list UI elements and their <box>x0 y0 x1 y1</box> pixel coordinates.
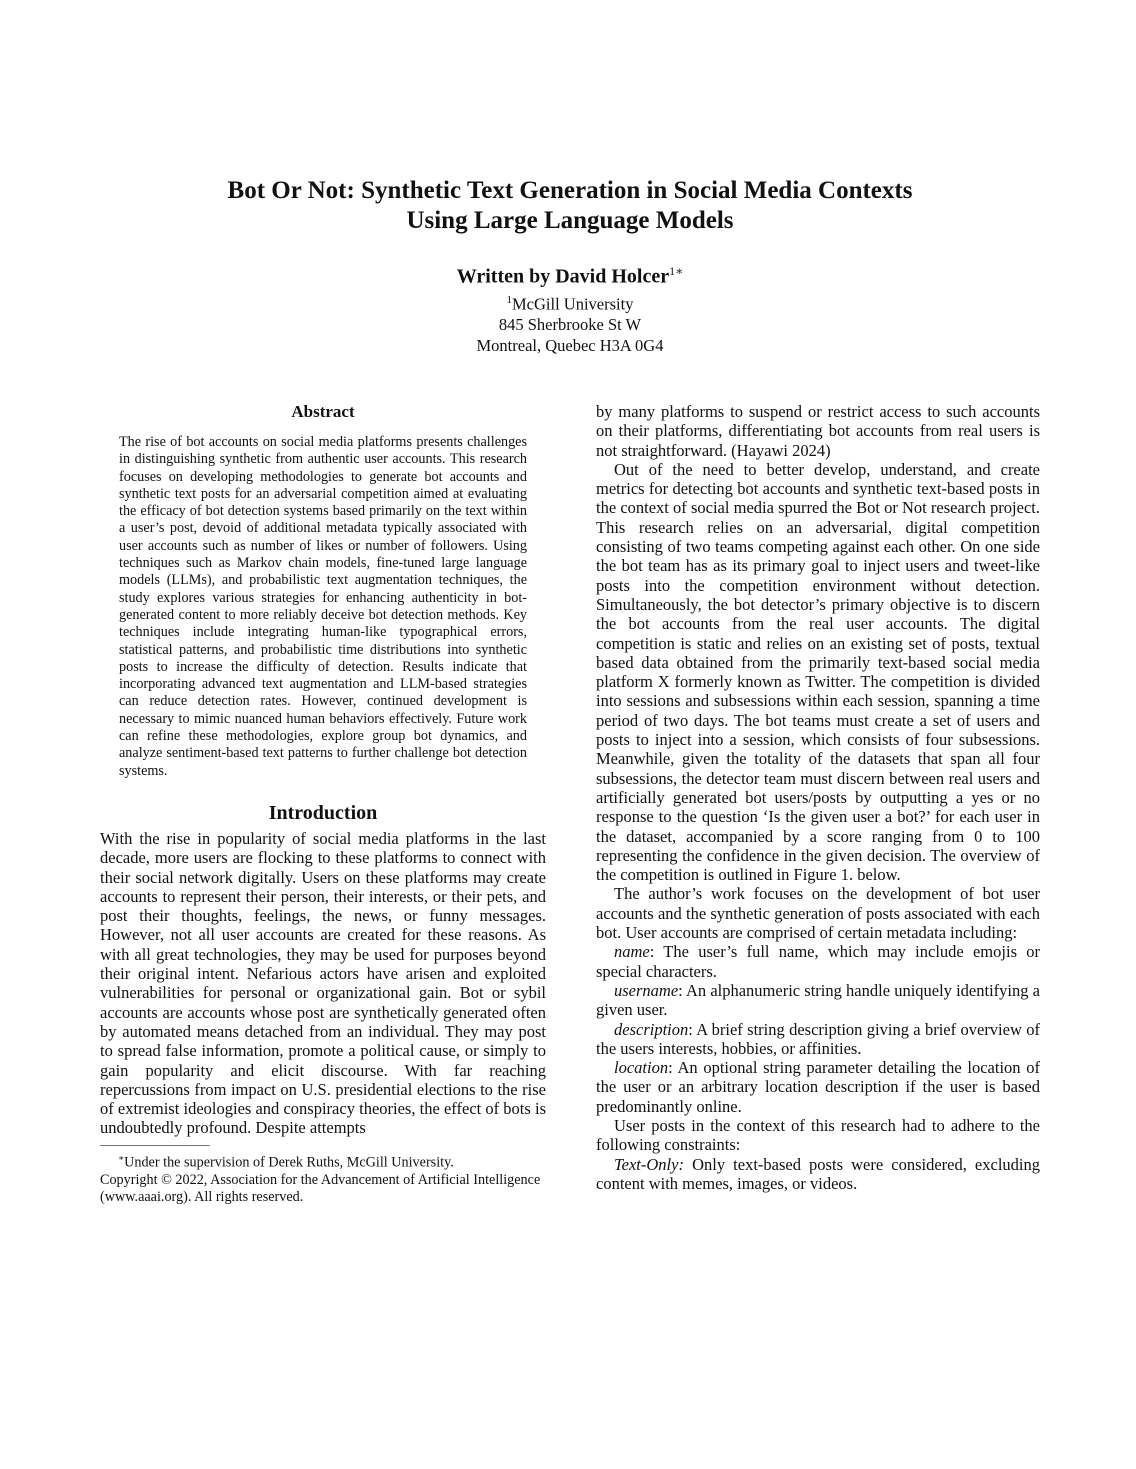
metadata-location-term: location <box>614 1058 669 1078</box>
metadata-username-term: username <box>614 980 679 1000</box>
paper-title <box>100 176 1040 236</box>
metadata-name-term: name <box>614 942 650 962</box>
paragraph-author-work: The author’s work focuses on the development of bot user accounts and the synthetic generation of posts associated with each bot. User accounts are comprised of certain metadata including: <box>596 884 1040 943</box>
right-column <box>596 402 1040 1193</box>
address-line-1: 845 Sherbrooke St W <box>498 315 642 334</box>
constraint-text-only-term: Text-Only: <box>614 1154 684 1174</box>
abstract-heading: Abstract <box>291 402 355 421</box>
constraint-text-only <box>596 1155 1040 1194</box>
author-marks: 1∗ <box>669 264 684 278</box>
affiliation-line <box>100 290 1040 315</box>
left-column <box>100 402 546 1206</box>
author-line <box>100 258 1040 290</box>
author-name: Written by David Holcer <box>456 265 670 288</box>
introduction-heading: Introduction <box>268 801 378 824</box>
metadata-username <box>596 981 1040 1020</box>
affiliation-block <box>100 290 1040 356</box>
constraint-text-only-desc: Only text-based posts were considered, excluding content with memes, images, or videos. <box>596 1154 1040 1193</box>
footnote-note-text: Under the supervision of Derek Ruths, McGill University. <box>124 1154 454 1171</box>
affiliation-mark: 1 <box>506 294 513 306</box>
paragraph-continued: by many platforms to suspend or restrict access to such accounts on their platforms, differentiating bot accounts from real users is not straightforward. (Hayawi 2024) <box>596 402 1040 460</box>
title-line-2: Using Large Language Models <box>406 207 734 234</box>
footnote-note <box>100 1150 546 1172</box>
footnote-mark: ∗ <box>118 1152 125 1163</box>
metadata-location <box>596 1058 1040 1116</box>
affiliation-name: McGill University <box>512 294 634 314</box>
footnote-divider <box>100 1145 210 1146</box>
introduction-paragraph: With the rise in popularity of social media platforms in the last decade, more users are flocking to these platforms to connect with their social network digitally. Users on these platforms may create accounts to represent their person, their interests, or their pets, and post their thoughts, feelings, the news, or funny messages. However, not all user accounts are created for these reasons. As with all great technologies, they may be used for purposes beyond their original intent. Nefarious actors have arisen and exploited vulnerabilities for personal or organizational gain. Bot or sybil accounts are accounts whose post are synthetically generated often by automated means detached from an individual. They may post to spread false information, promote a political cause, or simply to gain popularity and elicit discourse. With far reaching repercussions from impact on U.S. presidential elections to the rise of extremist ideologies and conspiracy theories, the effect of bots is undoubtedly profound. Despite attempts <box>100 828 546 1138</box>
abstract-text: The rise of bot accounts on social media platforms presents challenges in distinguishing synthetic from authentic user accounts. This research focuses on developing methodologies to generate bot accounts and synthetic text posts for an adversarial competition aimed at evaluating the efficacy of bot detection systems based primarily on the text within a user’s post, devoid of additional metadata typically associated with user accounts such as number of likes or number of followers. Using techniques such as Markov chain models, fine-tuned large language models (LLMs), and probabilistic text augmentation techniques, the study explores various strategies for enhancing authenticity in bot-generated content to more reliably deceive bot detection methods. Key techniques include integrating human-like typographical errors, statistical patterns, and probabilistic time distributions into synthetic posts to increase the difficulty of detection. Results indicate that incorporating advanced text augmentation and LLM-based strategies can reduce detection rates. However, continued development is necessary to mimic nuanced human behaviors effectively. Future work can refine these methodologies, explore group bot dynamics, and analyze sentiment-based text patterns to further challenge bot detection systems. <box>119 434 527 779</box>
metadata-description-term: description <box>614 1019 689 1039</box>
metadata-name-desc: : The user’s full name, which may include emojis or special characters. <box>596 942 1040 981</box>
paragraph-constraints: User posts in the context of this research had to adhere to the following constraints: <box>596 1115 1040 1155</box>
metadata-description-desc: : A brief string description giving a brief overview of the users interests, hobbies, or affinities. <box>596 1019 1040 1058</box>
copyright-notice: Copyright © 2022, Association for the Advancement of Artificial Intelligence (www.aaai.org). All rights reserved. <box>100 1171 541 1206</box>
address-line-2: Montreal, Quebec H3A 0G4 <box>476 335 664 355</box>
paragraph-competition: Out of the need to better develop, understand, and create metrics for detecting bot accounts and synthetic text-based posts in the context of social media spurred the Bot or Not research project. This research relies on an adversarial, digital competition consisting of two teams competing against each other. On one side the bot team has as its primary goal to inject users and tweet-like posts into the competition environment without detection. Simultaneously, the bot detector’s primary objective is to discern the bot accounts from the real user accounts. The digital competition is static and relies on an existing set of posts, textual based data obtained from the primarily text-based social media platform X formerly known as Twitter. The competition is divided into sessions and subsessions within each session, spanning a time period of two days. The bot teams must create a set of users and posts to inject into a session, which consists of four subsessions. Meanwhile, given the totality of the datasets that span all four subsessions, the detector team must discern between real users and artificially generated bot users/posts by outputting a yes or no response to the question ‘Is the given user a bot?’ for each user in the dataset, accompanied by a score ranging from 0 to 100 representing the confidence in the given decision. The overview of the competition is outlined in Figure 1. below. <box>596 459 1040 885</box>
title-line-1: Bot Or Not: Synthetic Text Generation in Social Media Contexts <box>227 177 913 204</box>
metadata-description <box>596 1020 1040 1059</box>
metadata-username-desc: : An alphanumeric string handle uniquely identifying a given user. <box>596 980 1040 1020</box>
metadata-name <box>596 942 1040 981</box>
metadata-location-desc: : An optional string parameter detailing the location of the user or an arbitrary location description if the user is based predominantly online. <box>596 1058 1040 1116</box>
